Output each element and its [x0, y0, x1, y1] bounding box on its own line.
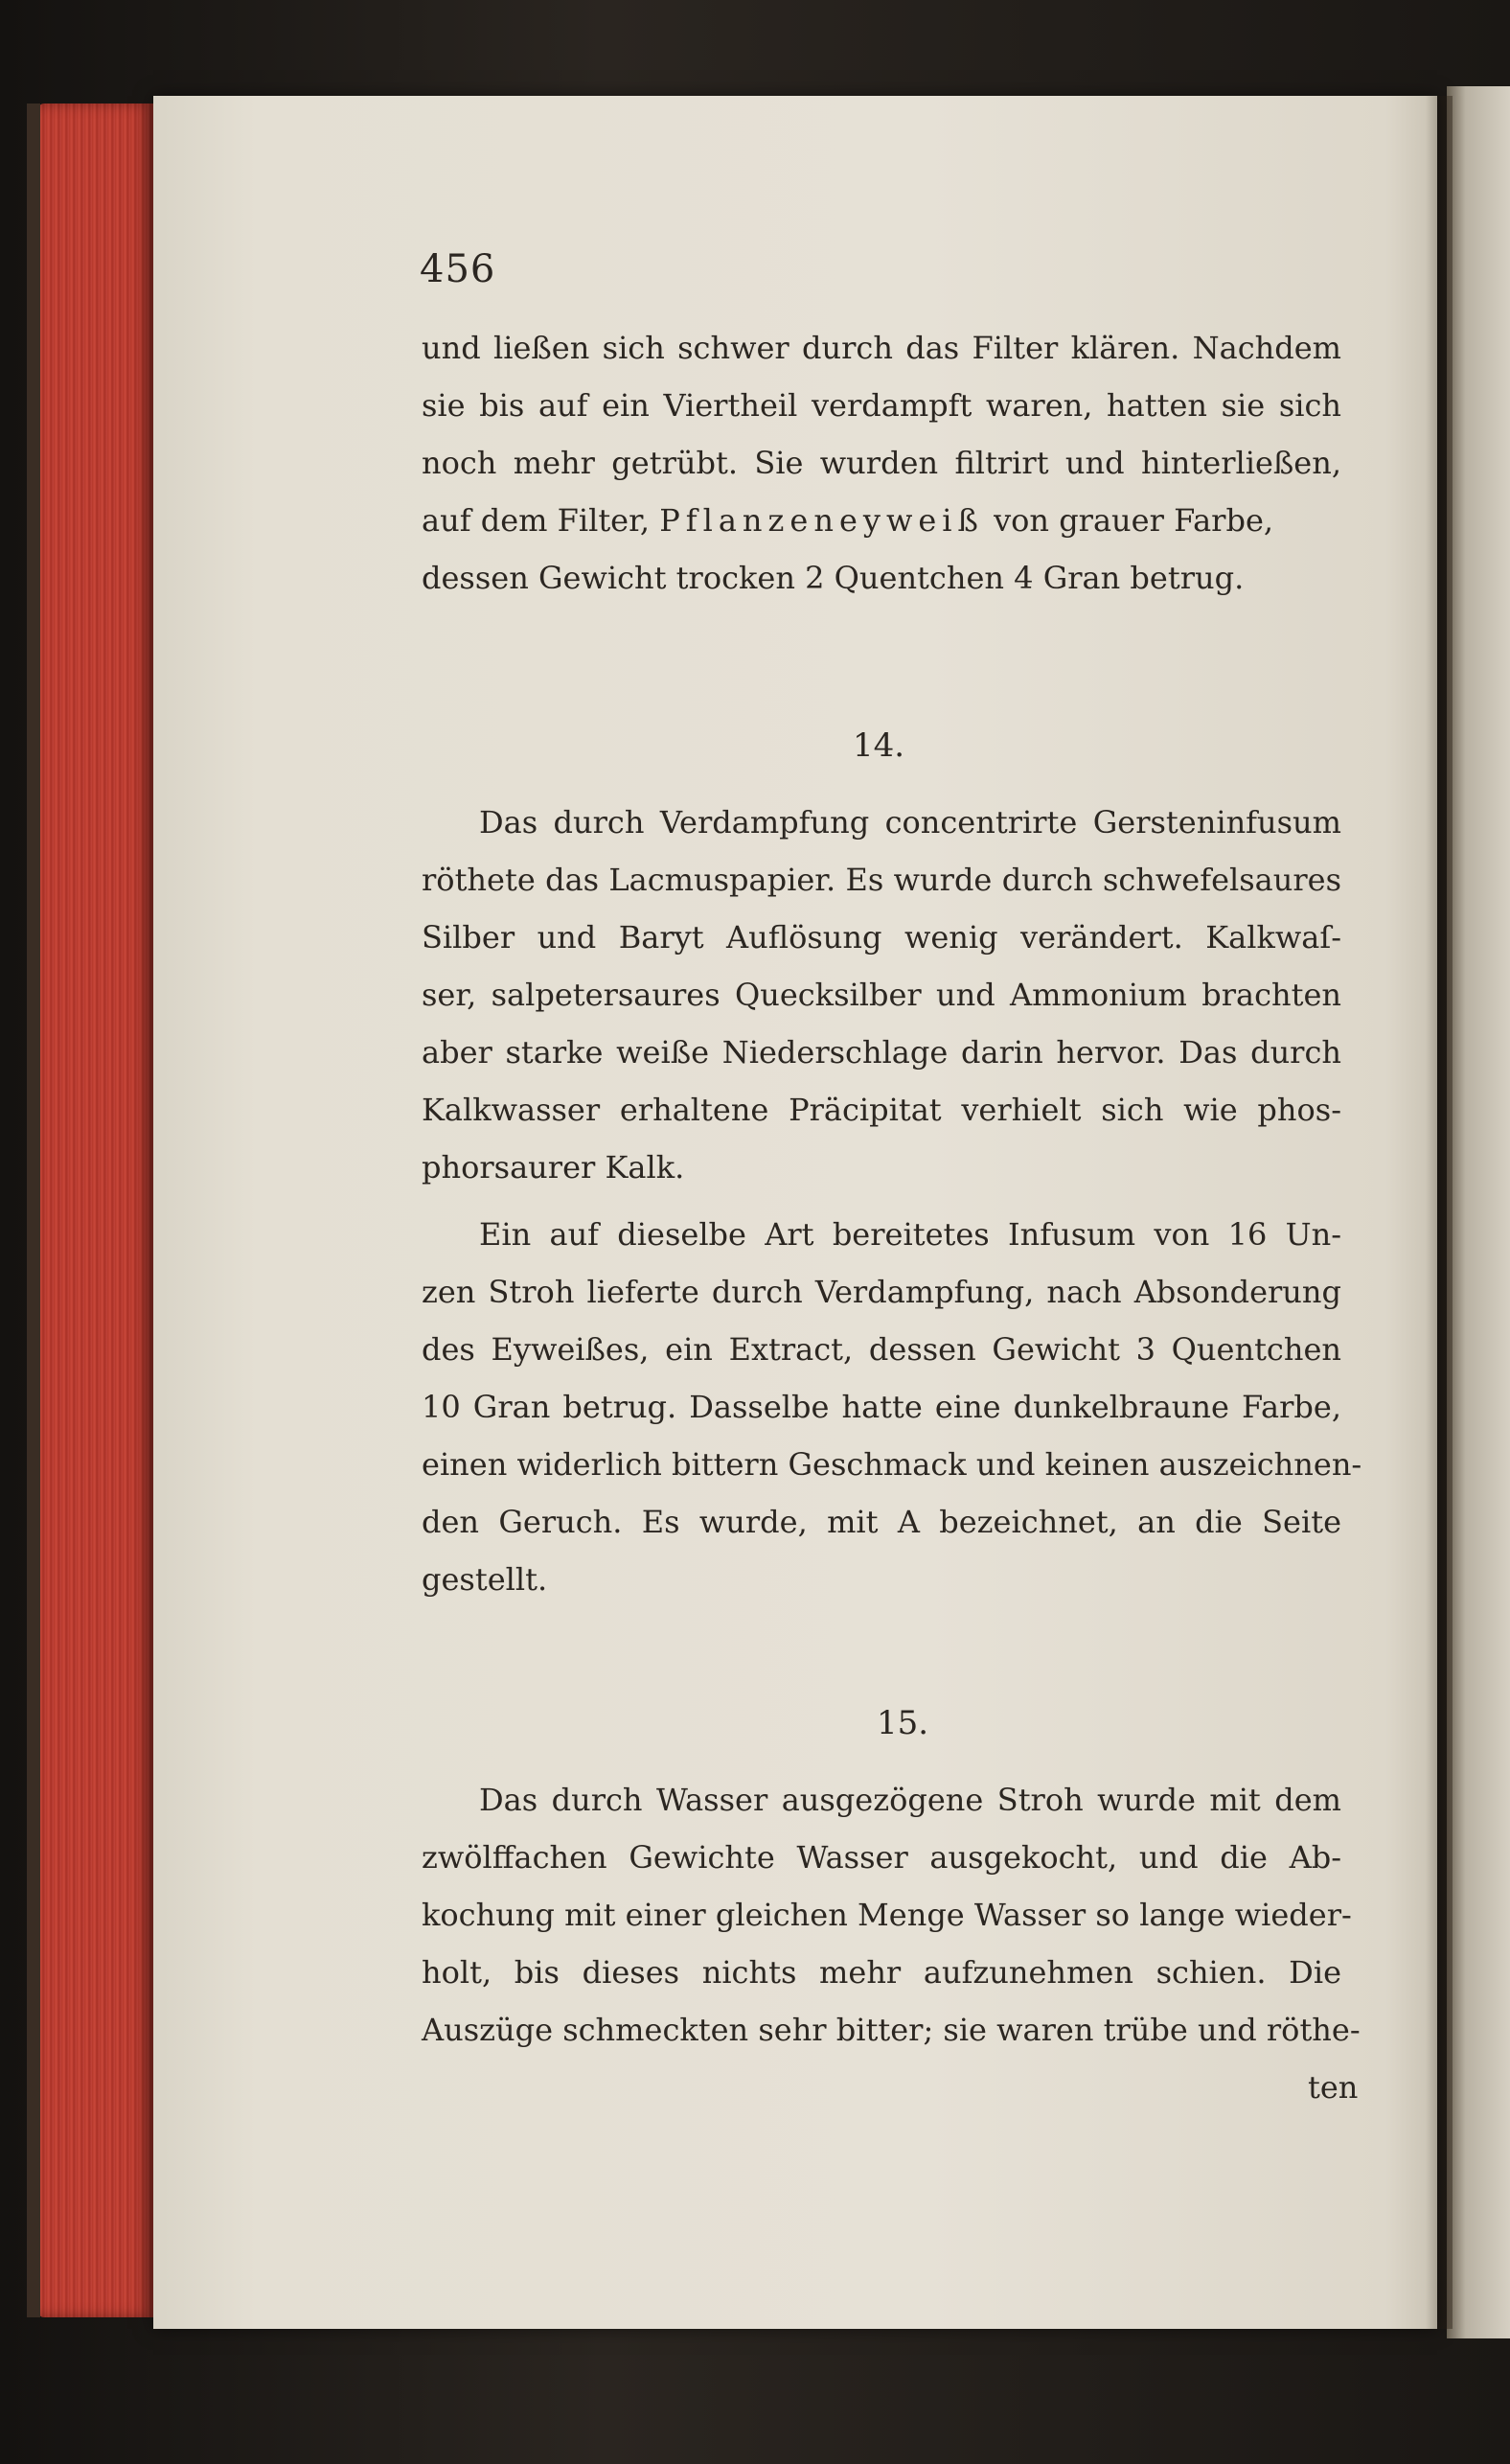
text-line: sie bis auf ein Viertheil verdampft waren, hatten sie sich: [422, 387, 1341, 424]
text-line: zwölffachen Gewichte Wasser ausgekocht, und die Ab-: [422, 1839, 1341, 1876]
text-line: röthete das Lacmuspapier. Es wurde durch schwefelsaures: [422, 862, 1341, 898]
emphasized-term: Pflanzeneyweiß: [659, 502, 984, 539]
text-line: dessen Gewicht trocken 2 Quentchen 4 Gran betrug.: [422, 560, 1245, 596]
text-line: einen widerlich bittern Geschmack und keinen auszeichnen-: [422, 1446, 1362, 1483]
facing-page-edge: [1447, 86, 1510, 2338]
text-line-with-emphasis: [422, 501, 1341, 540]
text-line: den Geruch. Es wurde, mit A bezeichnet, an die Seite: [422, 1504, 1341, 1540]
text-line: Ein auf dieselbe Art bereitetes Infusum von 16 Un-: [479, 1216, 1341, 1253]
text-line: Auszüge schmeckten sehr bitter; sie waren trübe und röthe-: [422, 2012, 1361, 2048]
text-line: phorsaurer Kalk.: [422, 1149, 685, 1186]
text-line: noch mehr getrübt. Sie wurden filtrirt und hinterließen,: [422, 445, 1341, 481]
text-line: 10 Gran betrug. Dasselbe hatte eine dunkelbraune Farbe,: [422, 1389, 1341, 1425]
text-line: ser, salpetersaures Quecksilber und Ammonium brachten: [422, 977, 1341, 1013]
text-line: und ließen sich schwer durch das Filter klären. Nachdem: [422, 330, 1341, 366]
text-line: aber starke weiße Niederschlage darin hervor. Das durch: [422, 1034, 1341, 1071]
text-line: des Eyweißes, ein Extract, dessen Gewicht 3 Quentchen: [422, 1331, 1341, 1368]
red-page-edges: [38, 104, 153, 2317]
text-line: Das durch Verdampfung concentrirte Gersteninfusum: [479, 804, 1341, 841]
text-line: Silber und Baryt Auflösung wenig verändert. Kalkwaſ-: [422, 919, 1341, 956]
page-number: 456: [420, 247, 496, 291]
text-line: Kalkwasser erhaltene Präcipitat verhielt sich wie phos-: [422, 1092, 1341, 1128]
text-line: gestellt.: [422, 1561, 548, 1598]
book-page: [153, 96, 1437, 2329]
section-number: 14.: [853, 726, 905, 765]
text-segment: von grauer Farbe,: [983, 502, 1274, 539]
page-gutter-shadow: [1426, 96, 1453, 2329]
text-line: zen Stroh lieferte durch Verdampfung, nach Absonderung: [422, 1274, 1341, 1310]
catchword: ten: [1308, 2069, 1359, 2106]
section-number: 15.: [877, 1704, 929, 1742]
text-segment: auf dem Filter,: [422, 502, 660, 539]
text-line: Das durch Wasser ausgezögene Stroh wurde mit dem: [479, 1782, 1341, 1818]
text-line: kochung mit einer gleichen Menge Wasser so lange wieder-: [422, 1897, 1352, 1933]
text-line: holt, bis dieses nichts mehr aufzunehmen schien. Die: [422, 1954, 1341, 1991]
